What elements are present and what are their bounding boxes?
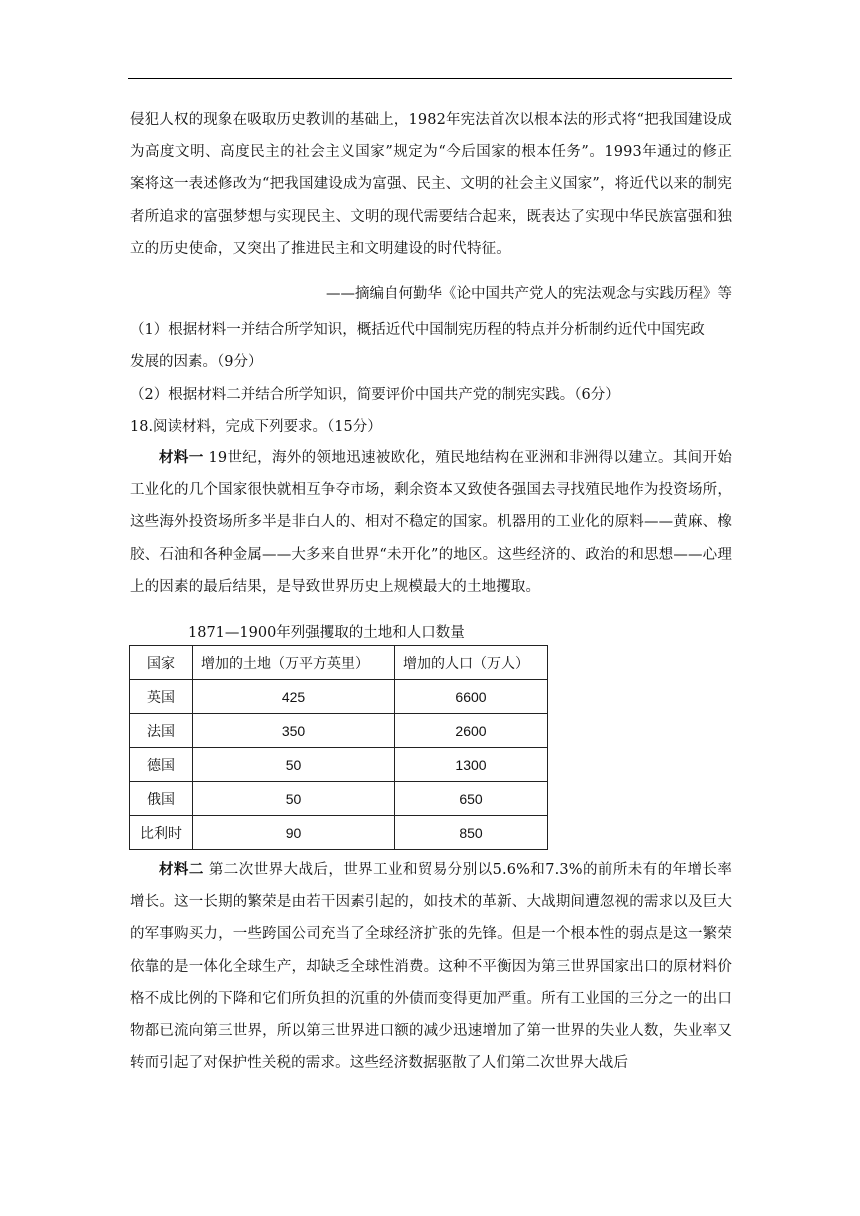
cell-country: 德国 [130,748,193,782]
cell-land: 50 [193,782,395,816]
table-caption: 1871—1900年列强攫取的土地和人口数量 [188,625,465,641]
material-1 [130,442,732,603]
cell-population: 1300 [395,748,548,782]
cell-country: 比利时 [130,816,193,850]
material-2-text: 第二次世界大战后，世界工业和贸易分别以5.6%和7.3%的前所未有的年增长率增长。这一长期的繁荣是由若干因素引起的，如技术的革新、大战期间遭忽视的需求以及巨大的军事购买力，一些跨国公司充当了全球经济扩张的先锋。但是一个根本性的弱点是这一繁荣依靠的是一体化全球生产，却缺乏全球性消费。这种不平衡因为第三世界国家出口的原材料价格不成比例的下降和它们所负担的沉重的外债而变得更加严重。所有工业国的三分之一的出口物都已流向第三世界，所以第三世界进口额的减少迅速增加了第一世界的失业人数，失业率又转而引起了对保护性关税的需求。这些经济数据驱散了人们第二次世界大战后 [130,862,733,1072]
cell-land: 425 [193,680,395,714]
cell-land: 350 [193,714,395,748]
cell-population: 2600 [395,714,548,748]
table-row [130,816,548,850]
material-2 [130,854,732,1079]
table-row [130,748,548,782]
cell-population: 650 [395,782,548,816]
land-population-table [129,645,548,850]
cell-land: 90 [193,816,395,850]
source-citation: ——摘编自何勤华《论中国共产党人的宪法观念与实践历程》等 [326,286,732,302]
question-17-part2: （2）根据材料二并结合所学知识，简要评价中国共产党的制宪实践。（6分） [130,387,620,403]
question-17-part1-line2: 发展的因素。（9分） [130,354,263,370]
cell-country: 俄国 [130,782,193,816]
table-header-row [130,646,548,680]
question-18-heading: 18.阅读材料，完成下列要求。（15分） [130,419,382,435]
header-land: 增加的土地（万平方英里） [193,646,395,680]
header-country: 国家 [130,646,193,680]
material-1-text: 19世纪，海外的领地迅速被欧化，殖民地结构在亚洲和非洲得以建立。其间开始工业化的几个国家很快就相互争夺市场，剩余资本又致使各强国去寻找殖民地作为投资场所，这些海外投资场所多半是非白人的、相对不稳定的国家。机器用的工业化的原料——黄麻、橡胶、石油和各种金属——大多来自世界“未开化”的地区。这些经济的、政治的和思想——心理上的因素的最后结果，是导致世界历史上规模最大的土地攫取。 [130,450,733,595]
material-1-label: 材料一 [159,449,204,466]
cell-country: 英国 [130,680,193,714]
cell-population: 6600 [395,680,548,714]
material-paragraph: 侵犯人权的现象在吸取历史教训的基础上，1982年宪法首次以根本法的形式将“把我国建设成为高度文明、高度民主的社会主义国家”规定为“今后国家的根本任务”。1993年通过的修正案将这一表述修改为“把我国建设成为富强、民主、文明的社会主义国家”，将近代以来的制宪者所追求的富强梦想与实现民主、文明的现代需要结合起来，既表达了实现中华民族富强和独立的历史使命，又突出了推进民主和文明建设的时代特征。 [130,112,732,257]
material-2-label: 材料二 [159,861,204,878]
cell-country: 法国 [130,714,193,748]
table-row [130,782,548,816]
header-population: 增加的人口（万人） [395,646,548,680]
header-rule [128,78,732,79]
question-17-part1-line1: （1）根据材料一并结合所学知识，概括近代中国制宪历程的特点并分析制约近代中国宪政 [130,322,705,338]
cell-population: 850 [395,816,548,850]
table-row [130,680,548,714]
cell-land: 50 [193,748,395,782]
table-row [130,714,548,748]
